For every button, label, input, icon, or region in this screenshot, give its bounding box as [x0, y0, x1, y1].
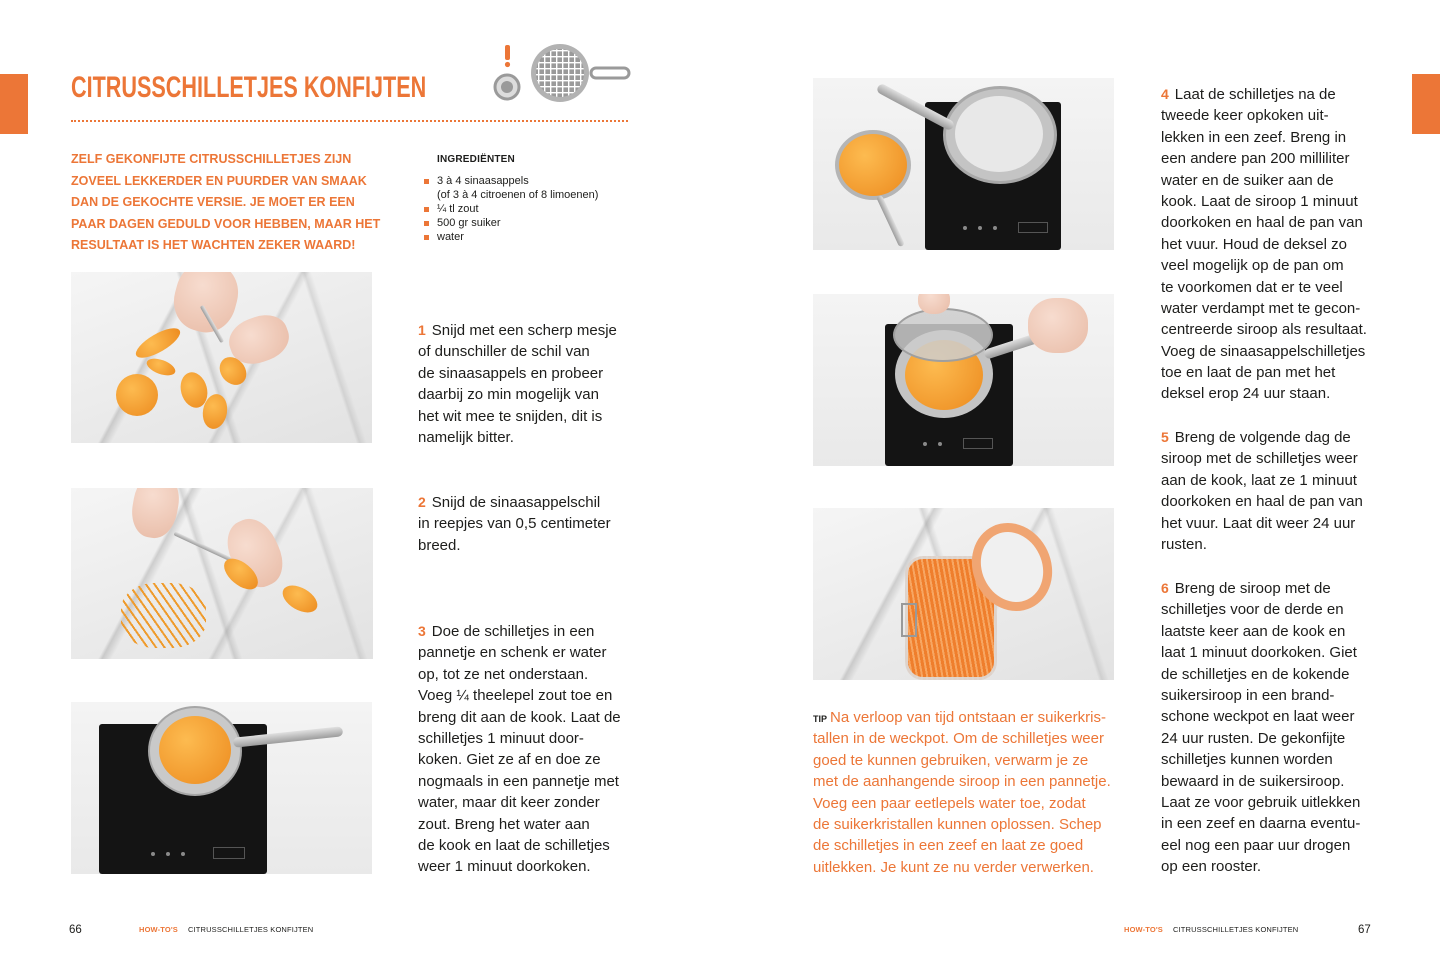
step-line: het vuur. Houd de deksel zo: [1161, 235, 1347, 253]
cooktop-display: [213, 847, 245, 859]
jar-clamp-image: [901, 603, 917, 637]
step-line: op een rooster.: [1161, 858, 1262, 876]
step-line: schilletjes 1 minuut door-: [418, 729, 584, 747]
step-line: [1161, 427, 1363, 448]
step-line: [418, 492, 611, 513]
step-line: doorkoken en haal de pan van: [1161, 214, 1363, 232]
ingredient-text: water: [437, 231, 464, 243]
intro-line: ZELF GEKONFIJTE CITRUSSCHILLETJES ZIJN: [71, 151, 352, 166]
step-line: eel nog een paar uur drogen: [1161, 836, 1351, 854]
step-line: [418, 621, 621, 642]
orange-image: [116, 374, 158, 416]
page-number-right: 67: [1358, 924, 1371, 936]
step-line: een andere pan 200 milliliter: [1161, 150, 1350, 168]
step-line: daarbij zo min mogelijk van: [418, 386, 599, 404]
bullet-square-icon: [424, 207, 429, 212]
step-line: toe en laat de pan met het: [1161, 364, 1336, 382]
step-text: Breng de volgende dag de: [1174, 429, 1351, 446]
step-line: bewaard in de suikersiroop.: [1161, 772, 1345, 790]
photo-step-6: [813, 508, 1114, 680]
step-text: Snijd de sinaasappelschil: [431, 494, 601, 511]
strainer-handle-image: [876, 195, 905, 247]
step-number: 1: [418, 322, 426, 338]
step-line: zout. Breng het water aan: [418, 815, 590, 833]
footer-section-right: HOW-TO'S: [1124, 925, 1163, 934]
step-line: water, maar dit keer zonder: [418, 794, 600, 812]
step-4: [1161, 84, 1367, 405]
step-line: pannetje en schenk er water: [418, 644, 607, 662]
cooktop-button: [963, 226, 967, 230]
step-line: doorkoken en haal de pan van: [1161, 493, 1363, 511]
page-edge-tab-right: [1412, 74, 1440, 134]
step-1: [418, 320, 617, 448]
step-line: breng dit aan de kook. Laat de: [418, 708, 621, 726]
step-3: [418, 621, 621, 878]
step-line: weer 1 minuut doorkoken.: [418, 858, 591, 876]
step-line: kook. Laat de siroop 1 minuut: [1161, 192, 1358, 210]
step-line: te voorkomen dat er te veel: [1161, 278, 1343, 296]
ingredient-item: [424, 202, 598, 216]
hand-image: [1028, 298, 1088, 353]
step-line: Laat ze voor gebruik uitlekken: [1161, 793, 1361, 811]
bullet-square-icon: [424, 235, 429, 240]
bullet-square-icon: [424, 221, 429, 226]
step-line: aan de kook, laat ze 1 minuut: [1161, 471, 1357, 489]
tip-label: TIP: [813, 714, 828, 724]
step-line: Voeg de sinaasappelschilletjes: [1161, 342, 1366, 360]
orange-peel-image: [132, 323, 184, 364]
step-line: siroop met de schilletjes weer: [1161, 450, 1358, 468]
ingredient-item: [424, 216, 598, 230]
tip-line: tallen in de weckpot. Om de schilletjes weer: [813, 730, 1104, 748]
step-line: het wit mee te snijden, dit is: [418, 407, 603, 425]
cooktop-button: [151, 852, 155, 856]
pan-contents-image: [955, 96, 1043, 172]
intro-line: DAN DE GEKOCHTE VERSIE. JE MOET ER EEN: [71, 194, 355, 209]
tip-line: [813, 707, 1111, 728]
title-divider: [71, 120, 628, 122]
step-line: schone weckpot en laat weer: [1161, 708, 1355, 726]
step-text: Laat de schilletjes na de: [1174, 86, 1336, 103]
tip-line: de suikerkristallen kunnen oplossen. Schep: [813, 815, 1102, 833]
ingredient-text: 500 gr suiker: [437, 217, 501, 229]
step-5: [1161, 427, 1363, 555]
intro-line: PAAR DAGEN GEDULD VOOR HEBBEN, MAAR HET: [71, 215, 381, 231]
photo-step-2: [71, 488, 373, 659]
tip-line: de schilletjes in een zeef en laat ze goed: [813, 837, 1084, 855]
step-line: water verdampt met te gecon-: [1161, 299, 1361, 317]
small-ring-icon: [495, 75, 519, 99]
tip-text: Na verloop van tijd ontstaan er suikerkris-: [830, 709, 1106, 726]
ingredient-item: [424, 230, 598, 244]
cooktop-button: [923, 442, 927, 446]
tip-line: goed te kunnen gebruiken, verwarm je ze: [813, 751, 1089, 769]
exclamation-mark-icon: [505, 45, 510, 67]
strainer-handle-icon: [591, 68, 629, 78]
ingredient-text: 3 à 4 sinaasappels: [437, 175, 529, 187]
intro-line: ZOVEEL LEKKERDER EN PUURDER VAN SMAAK: [71, 172, 367, 188]
ingredients-list: [424, 174, 598, 244]
step-line: [1161, 578, 1360, 599]
step-line: [418, 320, 617, 341]
step-line: schilletjes kunnen worden: [1161, 751, 1333, 769]
pan-contents-image: [159, 716, 231, 784]
photo-step-5: [813, 294, 1114, 466]
ingredient-item: [424, 174, 598, 188]
step-line: in een zeef en daarna eventu-: [1161, 815, 1361, 833]
intro-text: [71, 148, 380, 256]
recipe-title: CITRUSSCHILLETJES KONFIJTEN: [71, 71, 427, 104]
step-line: laatste keer aan de kook en: [1161, 622, 1346, 640]
ingredients-box: [424, 153, 624, 253]
cooktop-button: [993, 226, 997, 230]
step-line: de kook en laat de schilletjes: [418, 836, 610, 854]
step-line: de schilletjes en de kokende: [1161, 665, 1350, 683]
orange-strips-image: [121, 583, 206, 648]
cooktop-button: [978, 226, 982, 230]
step-line: centreerde siroop als resultaat.: [1161, 321, 1367, 339]
step-line: de sinaasappels en probeer: [418, 364, 604, 382]
step-line: tweede keer opkoken uit-: [1161, 107, 1329, 125]
step-number: 4: [1161, 86, 1169, 102]
step-number: 6: [1161, 580, 1169, 596]
photo-step-3: [71, 702, 372, 874]
step-number: 3: [418, 623, 426, 639]
step-line: laat 1 minuut doorkoken. Giet: [1161, 644, 1357, 662]
step-line: lekken in een zeef. Breng in: [1161, 128, 1347, 146]
cooktop-button: [181, 852, 185, 856]
footer-chapter-right: CITRUSSCHILLETJES KONFIJTEN: [1173, 925, 1299, 934]
step-line: breed.: [418, 536, 461, 554]
orange-peel-image: [145, 355, 178, 378]
ingredients-heading: INGREDIËNTEN: [437, 154, 515, 165]
strainer-bowl-icon: [531, 44, 589, 102]
step-line: [1161, 84, 1367, 105]
page-number-left: 66: [69, 924, 82, 936]
ingredient-text: ¼ tl zout: [437, 203, 479, 215]
step-line: rusten.: [1161, 535, 1207, 553]
strainer-with-peels-image: [835, 130, 911, 200]
step-text: Snijd met een scherp mesje: [431, 322, 617, 339]
footer-chapter-left: CITRUSSCHILLETJES KONFIJTEN: [188, 925, 314, 934]
pan-lid-image: [893, 308, 993, 362]
step-line: Voeg ¼ theelepel zout toe en: [418, 687, 613, 705]
page-edge-tab-left: [0, 74, 28, 134]
tip-box: [813, 707, 1111, 878]
photo-step-1: [71, 272, 372, 443]
step-text: Doe de schilletjes in een: [431, 623, 595, 640]
step-line: op, tot ze net onderstaan.: [418, 665, 589, 683]
cooktop-button: [166, 852, 170, 856]
step-line: suikersiroop in een brand-: [1161, 686, 1335, 704]
step-line: 24 uur rusten. De gekonfijte: [1161, 729, 1346, 747]
cooktop-display: [1018, 222, 1048, 233]
step-2: [418, 492, 611, 556]
step-text: Breng de siroop met de: [1174, 580, 1331, 597]
step-6: [1161, 578, 1360, 877]
step-number: 5: [1161, 429, 1169, 445]
orange-wedge-image: [278, 580, 322, 618]
intro-line: RESULTAAT IS HET WACHTEN ZEKER WAARD!: [71, 237, 356, 252]
strainer-icon: [490, 44, 632, 104]
step-line: het vuur. Laat dit weer 24 uur: [1161, 514, 1356, 532]
step-line: water en de suiker aan de: [1161, 171, 1334, 189]
step-line: deksel erop 24 uur staan.: [1161, 385, 1331, 403]
ingredient-item-continuation: [424, 188, 598, 202]
tip-line: met de aanhangende siroop in een pannetje.: [813, 773, 1111, 791]
step-line: of dunschiller de schil van: [418, 343, 590, 361]
cooktop-button: [938, 442, 942, 446]
step-line: in reepjes van 0,5 centimeter: [418, 515, 611, 533]
bullet-square-icon: [424, 179, 429, 184]
step-line: schilletjes voor de derde en: [1161, 601, 1344, 619]
tip-line: uitlekken. Je kunt ze nu verder verwerken.: [813, 858, 1094, 876]
footer-section-left: HOW-TO'S: [139, 925, 178, 934]
step-line: veel mogelijk op de pan om: [1161, 257, 1344, 275]
tip-line: Voeg een paar eetlepels water toe, zodat: [813, 794, 1086, 812]
step-line: namelijk bitter.: [418, 428, 514, 446]
cooktop-display: [963, 438, 993, 449]
step-line: nogmaals in een pannetje met: [418, 772, 619, 790]
ingredient-text: (of 3 à 4 citroenen of 8 limoenen): [437, 189, 599, 201]
photo-step-4: [813, 78, 1114, 250]
step-number: 2: [418, 494, 426, 510]
step-line: koken. Giet ze af en doe ze: [418, 751, 601, 769]
